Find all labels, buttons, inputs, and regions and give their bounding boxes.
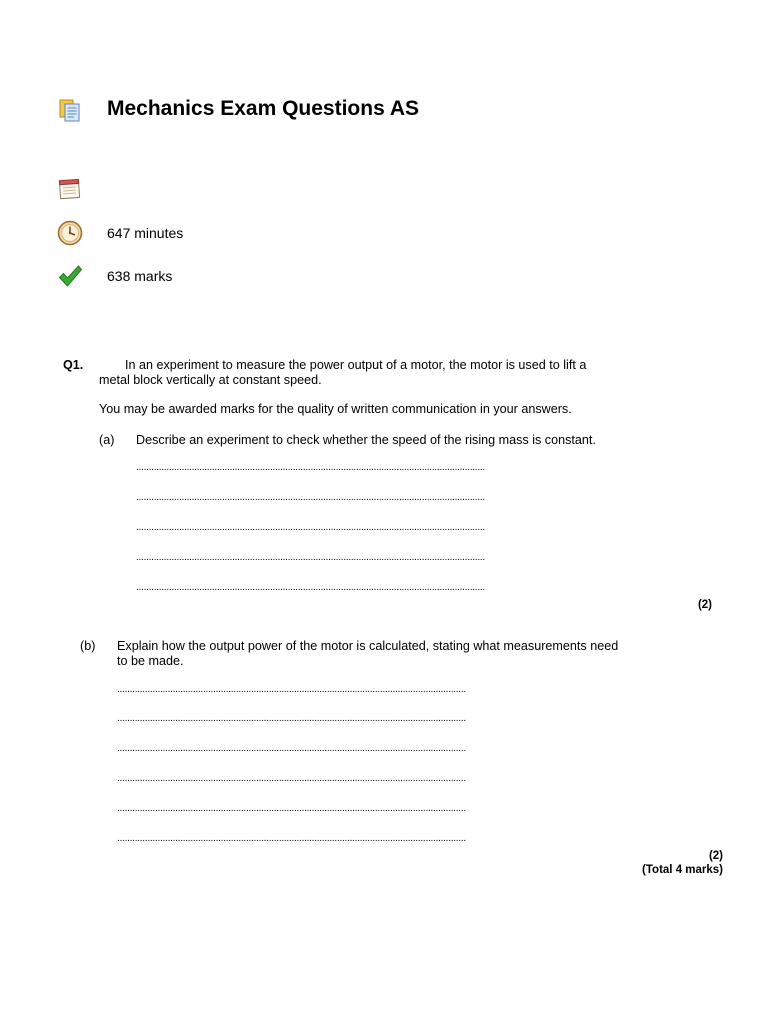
checkmark-icon [57, 263, 83, 289]
answer-line[interactable]: .......................................................................................................................................... [136, 522, 485, 533]
part-a-text: Describe an experiment to check whether the speed of the rising mass is constant. [136, 433, 596, 447]
question-intro-line2: metal block vertically at constant speed. [99, 373, 322, 387]
document-icon [58, 99, 82, 123]
answer-line[interactable]: .......................................................................................................................................... [117, 833, 466, 844]
calendar-icon [58, 177, 82, 201]
part-b-marks: (2) [708, 850, 723, 862]
answer-line[interactable]: .......................................................................................................................................... [117, 773, 466, 784]
question-total-marks: (Total 4 marks) [642, 864, 723, 876]
question-number: Q1. [63, 358, 84, 372]
clock-icon [57, 220, 83, 246]
qwc-note: You may be awarded marks for the quality of written communication in your answers. [99, 402, 572, 416]
part-b-label: (b) [80, 639, 96, 653]
page-title: Mechanics Exam Questions AS [107, 97, 419, 120]
answer-line[interactable]: .......................................................................................................................................... [136, 492, 485, 503]
answer-line[interactable]: .......................................................................................................................................... [117, 803, 466, 814]
answer-line[interactable]: .......................................................................................................................................... [136, 582, 485, 593]
answer-line[interactable]: .......................................................................................................................................... [117, 684, 466, 695]
answer-line[interactable]: .......................................................................................................................................... [136, 552, 485, 563]
answer-line[interactable]: .......................................................................................................................................... [136, 462, 485, 473]
answer-line[interactable]: .......................................................................................................................................... [117, 713, 466, 724]
time-allowed: 647 minutes [107, 225, 184, 241]
answer-line[interactable]: .......................................................................................................................................... [117, 743, 466, 754]
part-b-text-line2: to be made. [117, 654, 184, 668]
part-a-marks: (2) [697, 599, 712, 611]
part-b-text-line1: Explain how the output power of the motor is calculated, stating what measurements need [117, 639, 619, 653]
part-a-label: (a) [99, 433, 115, 447]
total-marks: 638 marks [107, 268, 173, 284]
question-intro-line1: In an experiment to measure the power output of a motor, the motor is used to lift a [125, 358, 587, 372]
